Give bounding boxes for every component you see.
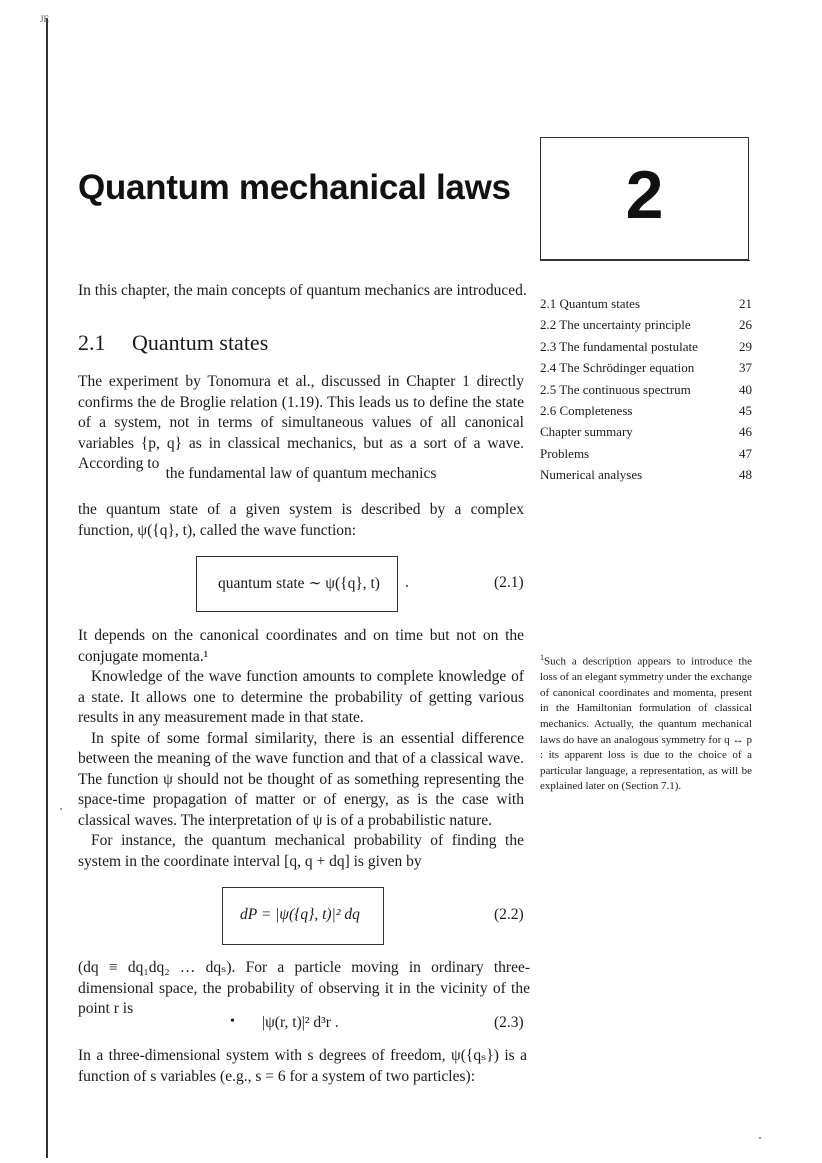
left-margin-rule: [46, 18, 48, 1158]
paragraph-7: (dq ≡ dq₁dq₂ … dqₛ). For a particle moving in ordinary three-dimensional space, the probability of observing it in the vicinity of the point r is: [78, 959, 530, 1017]
toc-entry[interactable]: 2.4 The Schrödinger equation 37: [540, 360, 752, 376]
toc-entry[interactable]: 2.1 Quantum states 21: [540, 296, 752, 311]
toc-entry[interactable]: Problems 47: [540, 445, 752, 461]
equation-number-2-2: (2.2): [494, 906, 524, 923]
paragraph-8: In a three-dimensional system with s degrees of freedom, ψ({qₛ}) is a function of s variables (e.g., s = 6 for a system of two particles):: [78, 1047, 527, 1085]
toc-entry[interactable]: Chapter summary 46: [540, 424, 752, 440]
equation-2-2: dP = |ψ({q}, t)|² dq: [240, 906, 360, 923]
footnote-mark: 1: [540, 653, 544, 662]
chapter-contents: [540, 293, 752, 486]
section-title: Quantum states: [132, 330, 269, 355]
section-heading: [78, 330, 268, 356]
toc-entry[interactable]: 2.5 The continuous spectrum 40: [540, 381, 752, 397]
equation-2-1: quantum state ∼ ψ({q}, t): [218, 575, 380, 592]
paragraph-4: Knowledge of the wave function amounts to complete knowledge of a state. It allows one to determine the probability of getting various results in any measurement made in that state.: [78, 668, 524, 726]
corner-mark: JE: [40, 14, 49, 24]
equation-2-1-period: .: [405, 574, 409, 591]
section-number: 2.1: [78, 330, 106, 355]
footnote-text: Such a description appears to introduce the loss of an elegant symmetry under the exchange of canonical coordinates and momenta, present in the Hamiltonian formulation of classical mechanics. Actually, the quantum mechanical laws do have an analogous symmetry for q ↔ p : its apparent loss is due to the choice of a particular language, a representation, as will be explained later on (Section 7.1).: [540, 655, 752, 793]
equation-number-2-1: (2.1): [494, 574, 524, 591]
chapter-box-rule: [540, 260, 750, 261]
toc-entry[interactable]: Numerical analyses 48: [540, 467, 752, 483]
toc-entry[interactable]: 2.2 The uncertainty principle 26: [540, 317, 752, 333]
equation-number-2-3: (2.3): [494, 1014, 524, 1031]
paragraph-2: the quantum state of a given system is described by a complex function, ψ({q}, t), called the wave function:: [78, 501, 524, 539]
paragraph-3: It depends on the canonical coordinates and on time but not on the conjugate momenta.¹: [78, 627, 524, 665]
equation-bullet: •: [230, 1014, 235, 1029]
chapter-title: Quantum mechanical laws: [78, 168, 511, 207]
chapter-intro: In this chapter, the main concepts of quantum mechanics are introduced.: [78, 282, 527, 299]
body-block: [78, 626, 524, 872]
footnote: [540, 650, 752, 795]
fundamental-law-heading: the fundamental law of quantum mechanics: [165, 465, 437, 482]
chapter-number: 2: [625, 157, 664, 233]
scan-speck: [759, 1137, 761, 1139]
paragraph-6: For instance, the quantum mechanical probability of finding the system in the coordinate interval [q, q + dq] is given by: [78, 832, 524, 870]
toc-entry[interactable]: 2.6 Completeness 45: [540, 402, 752, 418]
toc-entry[interactable]: 2.3 The fundamental postulate 29: [540, 338, 752, 354]
equation-2-3: |ψ(r, t)|² d³r .: [262, 1014, 339, 1031]
paragraph-5: In spite of some formal similarity, there is an essential difference between the meaning of the wave function and that of a classical wave. The function ψ should not be thought of as something representing the space-time propagation of matter or of energy, as is the case with classical waves. The interpretation of ψ is of a probabilistic nature.: [78, 729, 524, 829]
chapter-number-box: [540, 137, 749, 260]
scan-speck: [60, 808, 62, 810]
paragraph-1: The experiment by Tonomura et al., discussed in Chapter 1 directly confirms the de Broglie relation (1.19). This leads us to define the state of a system, not in terms of simultaneous values of all canonical variables {p, q} as in classical mechanics, but as a sort of a wave. According to: [78, 373, 524, 472]
